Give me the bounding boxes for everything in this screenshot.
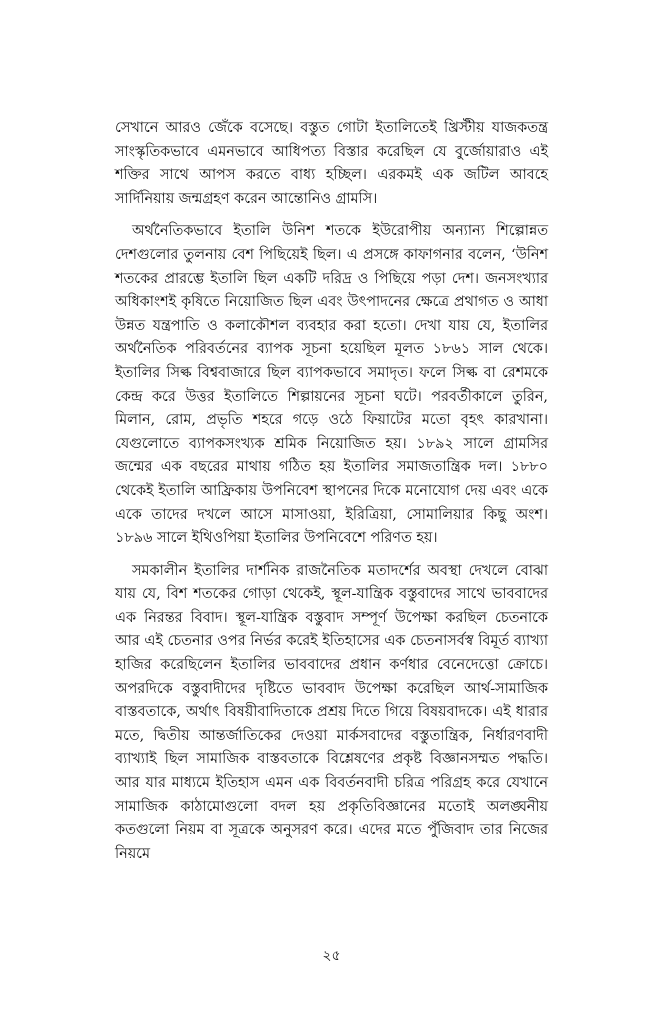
paragraph-1: সেখানে আরও জেঁকে বসেছে। বস্তুত গোটা ইতালিতেই খ্রিস্টীয় যাজকতন্ত্র সাংস্কৃতিকভাবে এমনভাবে আধিপত্য বিস্তার করেছিল যে বুর্জোয়ারাও এই শক্তির সাথে আপস করতে বাধ্য হচ্ছিল। এরকমই এক জটিল আবহে সার্দিনিয়ায় জন্মগ্রহণ করেন আন্তোনিও গ্রামসি। (115, 120, 548, 207)
paragraph-3: সমকালীন ইতালির দার্শনিক রাজনৈতিক মতাদর্শের অবস্থা দেখলে বোঝা যায় যে, বিশ শতকের গোড়া থেকেই, স্থূল-যান্ত্রিক বস্তুবাদের সাথে ভাববাদের এক নিরন্তর বিবাদ। স্থূল-যান্ত্রিক বস্তুবাদ সম্পূর্ণ উপেক্ষা করছিল চেতনাকে আর এই চেতনার ওপর নির্ভর করেই ইতিহাসের এক চেতনাসর্বস্ব বিমূর্ত ব্যাখ্যা হাজির করেছিলেন ইতালির ভাববাদের প্রধান কর্ণধার বেনেদেত্তো ক্রোচে। অপরদিকে বস্তুবাদীদের দৃষ্টিতে ভাববাদ উপেক্ষা করেছিল আর্থ-সামাজিক বাস্তবতাকে, অর্থাৎ বিষয়ীবাদিতাকে প্রশ্রয় দিতে গিয়ে বিষয়বাদকে। এই ধারার মতে, দ্বিতীয় আন্তর্জাতিকের দেওয়া মার্কসবাদের বস্তুতান্ত্রিক, নির্ধারণবাদী ব্যাখ্যাই ছিল সামাজিক বাস্তবতাকে বিশ্লেষণের প্রকৃষ্ট বিজ্ঞানসম্মত পদ্ধতি। আর যার মাধ্যমে ইতিহাস এমন এক বিবর্তনবাদী চরিত্র পরিগ্রহ করে যেখানে সামাজিক কাঠামোগুলো বদল হয় প্রকৃতিবিজ্ঞানের মতোই অলঙ্ঘনীয় কতগুলো নিয়ম বা সূত্রকে অনুসরণ করে। এদের মতে পুঁজিবাদ তার নিজের নিয়মে (115, 562, 548, 862)
body-text (115, 117, 548, 866)
page-number: ২৫ (322, 948, 341, 964)
paragraph-2: অর্থনৈতিকভাবে ইতালি উনিশ শতকে ইউরোপীয় অন্যান্য শিল্পোন্নত দেশগুলোর তুলনায় বেশ পিছিয়েই ছিল। এ প্রসঙ্গে কাফাগনার বলেন, ‘উনিশ শতকের প্রারম্ভে ইতালি ছিল একটি দরিদ্র ও পিছিয়ে পড়া দেশ। জনসংখ্যার অধিকাংশই কৃষিতে নিয়োজিত ছিল এবং উৎপাদনের ক্ষেত্রে প্রথাগত ও আধা উন্নত যন্ত্রপাতি ও কলাকৌশল ব্যবহার করা হতো। দেখা যায় যে, ইতালির অর্থনৈতিক পরিবর্তনের ব্যাপক সূচনা হয়েছিল মূলত ১৮৬১ সাল থেকে। ইতালির সিল্ক বিশ্ববাজারে ছিল ব্যাপকভাবে সমাদৃত। ফলে সিল্ক বা রেশমকে কেন্দ্র করে উত্তর ইতালিতে শিল্পায়নের সূচনা ঘটে। পরবর্তীকালে তুরিন, মিলান, রোম, প্রভৃতি শহরে গড়ে ওঠে ফিয়াটের মতো বৃহৎ কারখানা। যেগুলোতে ব্যাপকসংখ্যক শ্রমিক নিয়োজিত হয়। ১৮৯২ সালে গ্রামসির জন্মের এক বছরের মাথায় গঠিত হয় ইতালির সমাজতান্ত্রিক দল। ১৮৮০ থেকেই ইতালি আফ্রিকায় উপনিবেশ স্থাপনের দিকে মনোযোগ দেয় এবং একে একে তাদের দখলে আসে মাসাওয়া, ইরিত্রিয়া, সোমালিয়ার কিছু অংশ। ১৮৯৬ সালে ইথিওপিয়া ইতালির উপনিবেশে পরিণত হয়। (115, 223, 548, 547)
